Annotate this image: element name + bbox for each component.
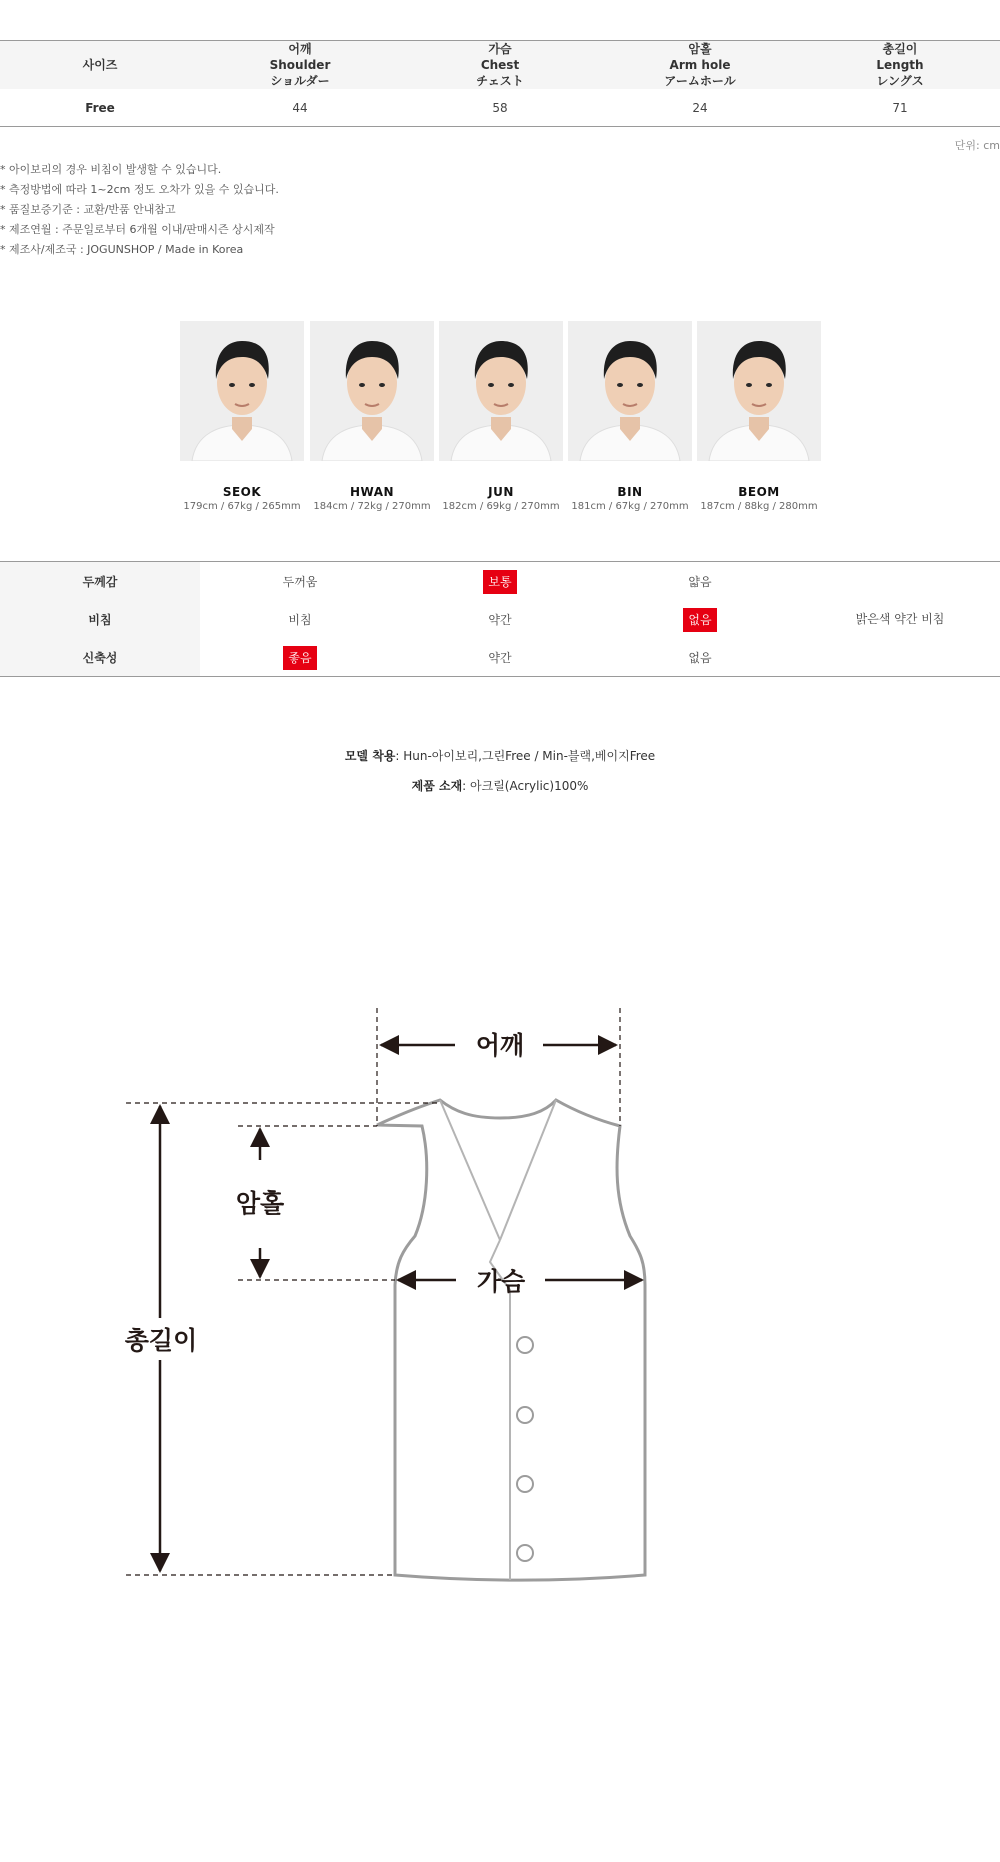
size-table xyxy=(0,40,1000,127)
attribute-label: 신축성 xyxy=(0,638,200,677)
model-card xyxy=(568,321,692,512)
model-card xyxy=(697,321,821,512)
attribute-option xyxy=(200,600,400,638)
shoulder-label: 어깨 xyxy=(475,1031,525,1060)
model-photo xyxy=(568,321,692,461)
portrait-icon xyxy=(568,321,692,461)
model-spec: 184cm / 72kg / 270mm xyxy=(313,501,431,512)
vest-buttons xyxy=(517,1337,533,1561)
measurement-arrows xyxy=(160,1045,642,1571)
material-label: 제품 소재 xyxy=(411,779,463,793)
chest-label: 가슴 xyxy=(476,1267,526,1296)
note-item: * 측정방법에 따라 1~2cm 정도 오차가 있을 수 있습니다. xyxy=(0,183,279,196)
selected-option-badge: 좋음 xyxy=(283,646,316,670)
model-photo xyxy=(439,321,563,461)
header-shoulder: 어깨 Shoulder ショルダー xyxy=(269,42,331,88)
size-cell: Free xyxy=(85,100,115,115)
model-photo xyxy=(180,321,304,461)
model-name: HWAN xyxy=(349,485,395,499)
attribute-option xyxy=(200,562,400,601)
length-cell: 71 xyxy=(892,100,908,115)
model-name: BEOM xyxy=(738,485,780,499)
attribute-label: 비침 xyxy=(0,600,200,638)
option-label: 비침 xyxy=(288,612,312,627)
model-name: JUN xyxy=(488,485,514,499)
measurement-diagram xyxy=(100,1000,720,1600)
model-spec: 179cm / 67kg / 265mm xyxy=(183,501,301,512)
attribute-extra-note: 밝은색 약간 비침 xyxy=(855,611,945,626)
shoulder-cell: 44 xyxy=(292,100,308,115)
material-value: : 아크릴(Acrylic)100% xyxy=(462,779,589,793)
note-item: * 품질보증기준 : 교환/반품 안내참고 xyxy=(0,203,176,216)
header-armhole: 암홀 Arm hole アームホール xyxy=(664,42,736,88)
model-name: BIN xyxy=(617,485,643,499)
header-size: 사이즈 xyxy=(82,58,118,72)
model-fit-value: : Hun-아이보리,그린Free / Min-블랙,베이지Free xyxy=(395,749,656,763)
note-item: * 아이보리의 경우 비침이 발생할 수 있습니다. xyxy=(0,163,222,176)
guide-lines xyxy=(126,1008,620,1575)
attribute-label: 두께감 xyxy=(0,562,200,601)
model-spec: 181cm / 67kg / 270mm xyxy=(571,501,689,512)
fabric-attribute-table xyxy=(0,561,1000,677)
model-fit-label: 모델 착용 xyxy=(344,749,396,763)
button-icon xyxy=(517,1337,533,1353)
product-spec xyxy=(0,746,1000,806)
material-line xyxy=(0,776,1000,806)
portrait-icon xyxy=(310,321,434,461)
model-photo xyxy=(310,321,434,461)
note-item: * 제조사/제조국 : JOGUNSHOP / Made in Korea xyxy=(0,243,244,256)
attribute-option xyxy=(600,600,800,638)
selected-option-badge: 없음 xyxy=(683,608,716,632)
attribute-option xyxy=(600,638,800,677)
vest-neckline xyxy=(440,1100,556,1580)
model-fit-line xyxy=(0,746,1000,776)
button-icon xyxy=(517,1545,533,1561)
model-name: SEOK xyxy=(222,485,262,499)
model-card xyxy=(310,321,434,512)
option-label: 두꺼움 xyxy=(282,574,318,589)
notes-list xyxy=(0,160,279,260)
chest-cell: 58 xyxy=(492,100,508,115)
option-label: 약간 xyxy=(488,650,512,665)
attribute-row xyxy=(0,562,1000,601)
attribute-option xyxy=(400,600,600,638)
portrait-icon xyxy=(439,321,563,461)
armhole-cell: 24 xyxy=(692,100,708,115)
unit-note: 단위: cm xyxy=(954,139,1000,152)
size-table-header xyxy=(0,41,1000,90)
armhole-label: 암홀 xyxy=(235,1189,285,1218)
header-chest: 가슴 Chest チェスト xyxy=(476,42,524,88)
attribute-option xyxy=(600,562,800,601)
table-row xyxy=(0,89,1000,127)
model-card xyxy=(439,321,563,512)
attribute-option xyxy=(400,562,600,601)
attribute-option xyxy=(400,638,600,677)
attribute-option xyxy=(200,638,400,677)
note-item: * 제조연월 : 주문일로부터 6개월 이내/판매시즌 상시제작 xyxy=(0,223,275,236)
header-length: 총길이 Length レングス xyxy=(876,42,924,88)
option-label: 없음 xyxy=(688,650,712,665)
portrait-icon xyxy=(180,321,304,461)
option-label: 얇음 xyxy=(688,574,712,589)
selected-option-badge: 보통 xyxy=(483,570,516,594)
option-label: 약간 xyxy=(488,612,512,627)
model-card xyxy=(180,321,304,512)
button-icon xyxy=(517,1476,533,1492)
model-spec: 182cm / 69kg / 270mm xyxy=(442,501,560,512)
button-icon xyxy=(517,1407,533,1423)
length-label: 총길이 xyxy=(124,1326,198,1355)
model-spec: 187cm / 88kg / 280mm xyxy=(700,501,818,512)
model-photo xyxy=(697,321,821,461)
portrait-icon xyxy=(697,321,821,461)
